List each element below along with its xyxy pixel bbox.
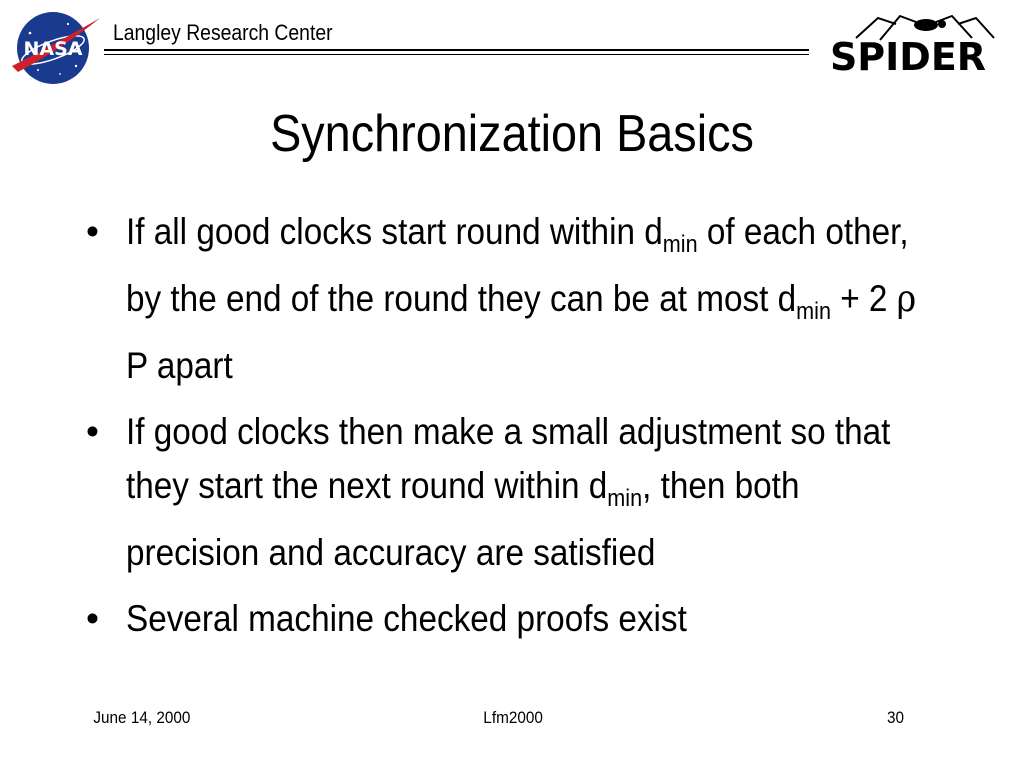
bullet-marker: • (86, 411, 99, 452)
bullet-text: of each other, by the end of the round they can be at most d (126, 211, 909, 319)
rho-symbol: ρ (896, 277, 917, 320)
bullet-item (86, 205, 946, 393)
bullet-text: If good clocks then make a small adjustment so that they start the next round within d (126, 411, 891, 506)
bullet-text: , then both precision and accuracy are satisfied (126, 465, 800, 573)
nasa-logo (8, 8, 104, 88)
spider-logo (816, 8, 1000, 80)
footer-date: June 14, 2000 (93, 708, 191, 727)
bullet-text: + 2 (830, 278, 897, 319)
subscript: min (607, 485, 643, 512)
subscript: min (662, 231, 698, 258)
header-rule-thin (104, 54, 809, 55)
bullet-item (86, 592, 946, 646)
footer-event: Lfm2000 (483, 708, 543, 727)
spider-icon (914, 19, 938, 31)
spider-logo-text: SPIDER (829, 35, 987, 79)
bullet-list (86, 205, 946, 658)
subscript: min (796, 298, 831, 325)
slide-title: Synchronization Basics (270, 105, 754, 163)
bullet-text: If all good clocks start round within d (126, 211, 663, 252)
header-rule (104, 49, 809, 51)
bullet-text: P apart (126, 345, 233, 386)
bullet-marker: • (86, 598, 99, 639)
page-number: 30 (886, 708, 904, 727)
bullet-text: Several machine checked proofs exist (126, 598, 687, 639)
bullet-item (86, 405, 946, 580)
bullet-marker: • (86, 211, 99, 252)
nasa-logo-text: NASA (23, 38, 83, 60)
center-name: Langley Research Center (113, 20, 333, 45)
